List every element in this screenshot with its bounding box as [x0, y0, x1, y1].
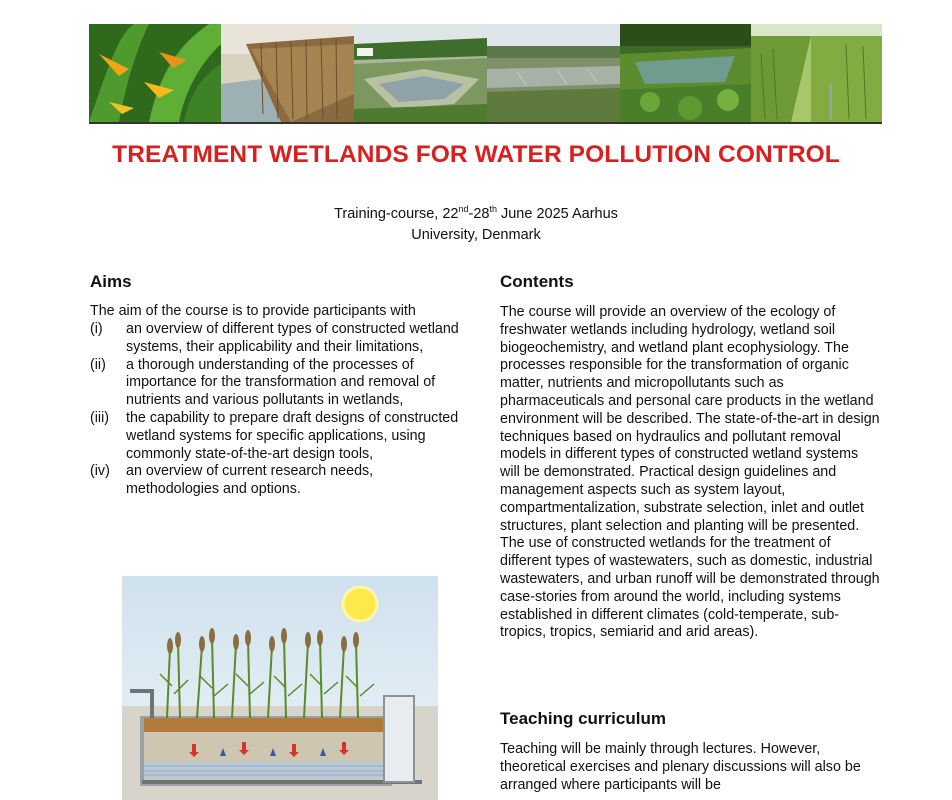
list-item: (iii) the capability to prepare draft designs of constructed wetland systems for specific applications, using commonly state-of-the-art design tools,	[90, 409, 459, 462]
aims-list	[90, 321, 470, 499]
contents-body: The course will provide an overview of the ecology of freshwater wetlands including hydrology, wetland soil biogeochemistry, and wetland plant ecophysiology. The processes responsible for the transformation of organic matter, nutrients and micropollutants such as pharmaceuticals and personal care products in the wetland environment will be described. The state-of-the-art in design techniques based on hydraulics and pollutant removal models in different types of constructed wetland systems will be demonstrated. Practical design guidelines and management aspects such as system layout, compartmentalization, substrate selection, inlet and outlet structures, plant selection and planting will be presented. The use of constructed wetlands for the treatment of different types of wastewaters, such as domestic, industrial wastewaters, and urban runoff will be demonstrated through case-stories from around the world, including systems established in different climates (cold-temperate, sub-tropics, tropics, semiarid and arid areas).	[500, 304, 880, 641]
list-item: (i) an overview of different types of constructed wetland systems, their applicability and their limitations,	[90, 321, 459, 355]
grass-channel-photo	[751, 24, 882, 122]
banner-divider	[89, 122, 882, 124]
contents-heading: Contents	[500, 272, 574, 291]
teaching-body: Teaching will be mainly through lectures. However, theoretical exercises and plenary discussions will also be arranged where participants will be	[500, 741, 861, 793]
sun-icon	[343, 587, 377, 621]
heliconia-flowers-photo	[89, 24, 221, 122]
aims-heading: Aims	[90, 272, 132, 291]
vegetated-basin-photo	[620, 24, 751, 122]
photo-banner	[89, 24, 882, 122]
course-dates: Training-course, 22nd-28th June 2025 Aarhus University, Denmark	[334, 204, 618, 243]
aims-intro: The aim of the course is to provide participants with	[90, 303, 416, 319]
wetland-ponds-photo	[354, 24, 487, 122]
list-item: (iv) an overview of current research needs, methodologies and options.	[90, 463, 374, 498]
open-marsh-photo	[487, 24, 620, 122]
list-item: (ii) a thorough understanding of the processes of importance for the transformation and removal of nutrients and various pollutants in wetlands,	[90, 356, 436, 409]
teaching-heading: Teaching curriculum	[500, 709, 666, 728]
reed-bed-photo	[221, 24, 354, 122]
document-title: TREATMENT WETLANDS FOR WATER POLLUTION CONTROL	[112, 141, 840, 168]
wetland-cross-section-diagram	[122, 576, 438, 800]
